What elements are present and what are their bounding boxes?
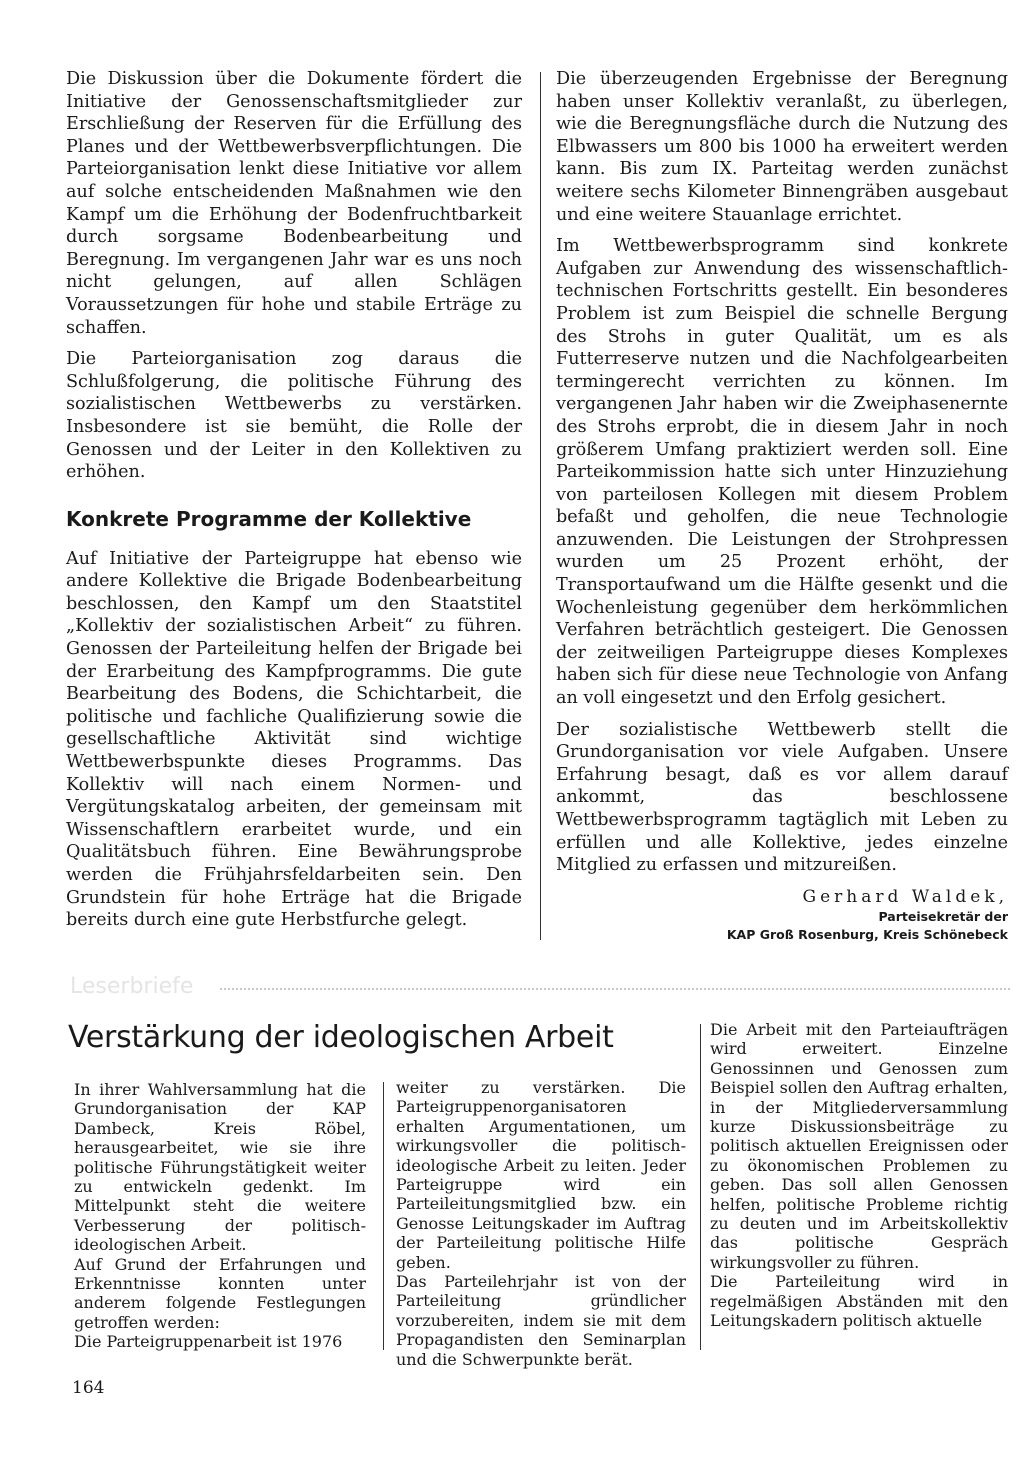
article-column-3 <box>710 1020 1008 1331</box>
subheading: Konkrete Programme der Kollektive <box>66 506 472 531</box>
text-column-right <box>556 68 1008 944</box>
column-divider <box>540 72 541 940</box>
paragraph: Auf Grund der Erfahrungen und Erkenntnisse konnten unter anderem folgende Festlegungen getroffen werden: <box>74 1254 366 1332</box>
article-headline: Verstärkung der ideologischen Arbeit <box>68 1020 614 1055</box>
author-signature <box>556 886 1008 945</box>
paragraph: Die Arbeit mit den Parteiaufträgen wird erweitert. Einzelne Genossinnen und Genossen zum Beispiel sollen den Auftrag erhalten, in der Mitgliederversammlung kurze Diskussionsbeiträge zu politisch aktuellen Ereignissen oder zu ökonomischen Problemen zu geben. Das soll allen Genossen helfen, politische Probleme richtig zu deuten und im Arbeitskollektiv das politische Gespräch wirkungsvoller zu führen. <box>710 1020 1008 1272</box>
page-number: 164 <box>72 1378 105 1398</box>
paragraph: Die Diskussion über die Dokumente fördert die Initiative der Genossenschaftsmitglieder zur Erschließung der Reserven für die Erfüllung des Planes und der Wettbewerbsverpflichtungen. Die Parteiorganisation lenkt diese Initiative vor allem auf solche entscheidenden Maßnahmen wie den Kampf um die Erhöhung der Bodenfruchtbarkeit durch sorgsame Bodenbearbeitung und Beregnung. Im vergangenen Jahr war es uns noch nicht gelungen, auf allen Schlägen Voraussetzungen für hohe und stabile Erträge zu schaffen. <box>66 69 522 338</box>
paragraph: Die Parteiorganisation zog daraus die Schlußfolgerung, die politische Führung des sozialistischen Wettbewerbs zu verstärken. Insbesondere ist sie bemüht, die Rolle der Genossen und der Leiter in den Kollektiven zu erhöhen. <box>66 349 522 483</box>
paragraph: Auf Initiative der Parteigruppe hat ebenso wie andere Kollektive die Brigade Bodenbearbeitung beschlossen, den Kampf um den Staatstitel „Kollektiv der sozialistischen Arbeit“ zu führen. Genossen der Parteileitung helfen der Brigade bei der Erarbeitung des Kampfprogramms. Die gute Bearbeitung des Bodens, die Schichtarbeit, die politische und fachliche Qualifizierung sowie die gesellschaftliche Aktivität sind wichtige Wettbewerbspunkte dieses Programms. Das Kollektiv will nach einem Normen- und Vergütungskatalog arbeiten, der gemeinsam mit Wissenschaftlern erarbeitet wurde, und ein Qualitätsbuch führen. Eine Bewährungsprobe werden die Frühjahrsfeldarbeiten sein. Den Grundstein für hohe Erträge hat die Brigade bereits durch eine gute Herbstfurche gelegt. <box>66 548 522 931</box>
section-label: Leserbriefe <box>70 974 194 999</box>
paragraph: weiter zu verstärken. Die Parteigruppenorganisatoren erhalten Argumentationen, um wirkungsvoller die politisch-ideologische Arbeit zu leiten. Jeder Parteigruppe wird ein Parteileitungsmitglied bzw. ein Genosse Leitungskader im Auftrag der Parteileitung politische Hilfe geben. <box>396 1078 686 1272</box>
paragraph: In ihrer Wahlversammlung hat die Grundorganisation der KAP Dambeck, Kreis Röbel, herausgearbeitet, wie sie ihre politische Führungstätigkeit weiter zu entwickeln gedenkt. Im Mittelpunkt steht die weitere Verbesserung der politisch-ideologischen Arbeit. <box>74 1080 366 1255</box>
column-divider <box>700 1024 701 1350</box>
article-column-1 <box>74 1080 366 1352</box>
paragraph: Das Parteilehrjahr ist von der Parteileitung gründlicher vorzubereiten, indem sie mit dem Propagandisten den Seminarplan und die Schwerpunkte berät. <box>396 1272 686 1369</box>
paragraph: Der sozialistische Wettbewerb stellt die Grundorganisation vor viele Aufgaben. Unsere Erfahrung besagt, daß es vor allem darauf ankommt, das beschlossene Wettbewerbsprogramm tagtäglich mit Leben zu erfüllen und alle Kollektive, jedes einzelne Mitglied zu erfassen und mitzureißen. <box>556 719 1008 876</box>
paragraph: Die Parteigruppenarbeit ist 1976 <box>74 1332 343 1352</box>
article-column-2 <box>396 1078 686 1369</box>
author-organization: KAP Groß Rosenburg, Kreis Schönebeck <box>726 927 1008 943</box>
section-divider <box>220 988 1010 990</box>
author-role: Parteisekretär der <box>878 909 1008 925</box>
paragraph: Die überzeugenden Ergebnisse der Beregnung haben unser Kollektiv veranlaßt, zu überlegen, wie die Beregnungsfläche durch die Nutzung des Elbwassers um 800 bis 1000 ha erweitert werden kann. Bis zum IX. Parteitag werden zunächst weitere sechs Kilometer Binnengräben ausgebaut und eine weitere Stauanlage errichtet. <box>556 69 1008 225</box>
paragraph: Im Wettbewerbsprogramm sind konkrete Aufgaben zur Anwendung des wissenschaftlich-technischen Fortschritts gestellt. Ein besonderes Problem ist zum Beispiel die schnelle Bergung des Strohs in guter Qualität, um es als Futterreserve nutzen und die Nachfolgearbeiten termingerecht verrichten zu können. Im vergangenen Jahr haben wir die Zweiphasenernte des Strohs erprobt, die in diesem Jahr in noch größerem Umfang praktiziert werden soll. Eine Parteikommission hatte sich unter Hinzuziehung von parteilosen Kollegen mit diesem Problem befaßt und geholfen, die neue Technologie anzuwenden. Die Leistungen der Strohpressen wurden um 25 Prozent erhöht, der Transportaufwand um die Hälfte gesenkt und die Wochenleistung gegenüber dem herkömmlichen Verfahren beträchtlich gesteigert. Die Genossen der zeitweiligen Parteigruppe dieses Komplexes haben sich für diese neue Technologie von Anfang an voll eingesetzt und den Erfolg gesichert. <box>556 236 1008 709</box>
paragraph: Die Parteileitung wird in regelmäßigen Abständen mit den Leitungskadern politisch aktuelle <box>710 1272 1008 1331</box>
author-name: Gerhard Waldek, <box>802 886 1008 907</box>
text-column-left <box>66 68 522 941</box>
column-divider <box>383 1082 384 1350</box>
